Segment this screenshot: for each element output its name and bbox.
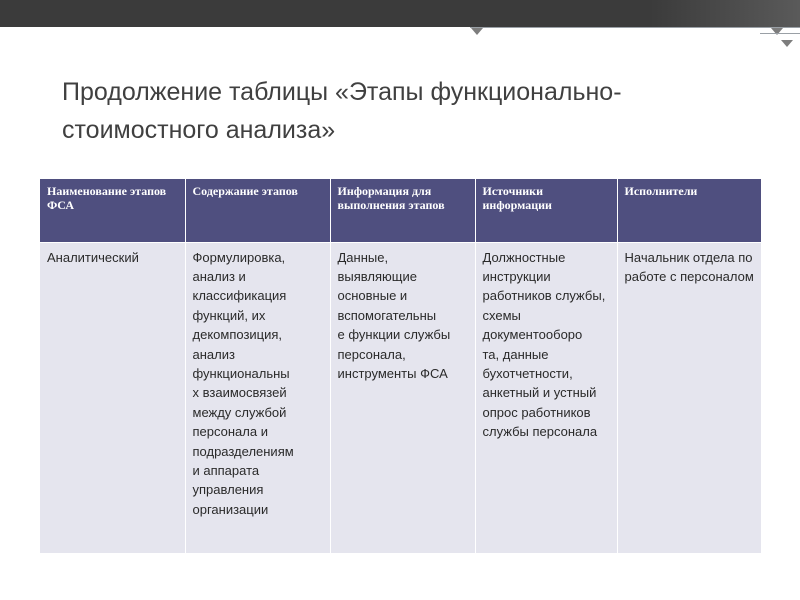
table-cell: Аналитический — [40, 242, 185, 553]
slide-title: Продолжение таблицы «Этапы функционально-стоимостного анализа» — [62, 78, 622, 144]
table-cell: Начальник отдела по работе с персоналом — [617, 242, 761, 553]
column-header-executors: Исполнители — [617, 179, 761, 242]
fsa-stages-table — [40, 179, 761, 553]
table-cell: Должностные инструкции работников службы, схемы документооборо та, данные бухотчетности, анкетный и устный опрос работников службы персонала — [475, 242, 617, 553]
decor-line — [760, 33, 800, 34]
column-header-stage-info: Информация для выполнения этапов — [330, 179, 475, 242]
column-header-stage-content: Содержание этапов — [185, 179, 330, 242]
column-header-stage-name: Наименование этапов ФСА — [40, 179, 185, 242]
decor-line — [470, 27, 800, 28]
table-row — [40, 242, 761, 553]
top-decor-bar — [0, 0, 800, 27]
table-cell: Формулировка, анализ и классификация функций, их декомпозиция, анализ функциональны х взаимосвязей между службой персонала и подразделениям и аппарата управления организации — [185, 242, 330, 553]
table-cell: Данные, выявляющие основные и вспомогательны е функции службы персонала, инструменты ФСА — [330, 242, 475, 553]
decor-triangle — [471, 28, 483, 35]
decor-triangle — [781, 40, 793, 47]
column-header-info-sources: Источники информации — [475, 179, 617, 242]
top-decor-accent — [650, 0, 800, 27]
table-header-row — [40, 179, 761, 242]
